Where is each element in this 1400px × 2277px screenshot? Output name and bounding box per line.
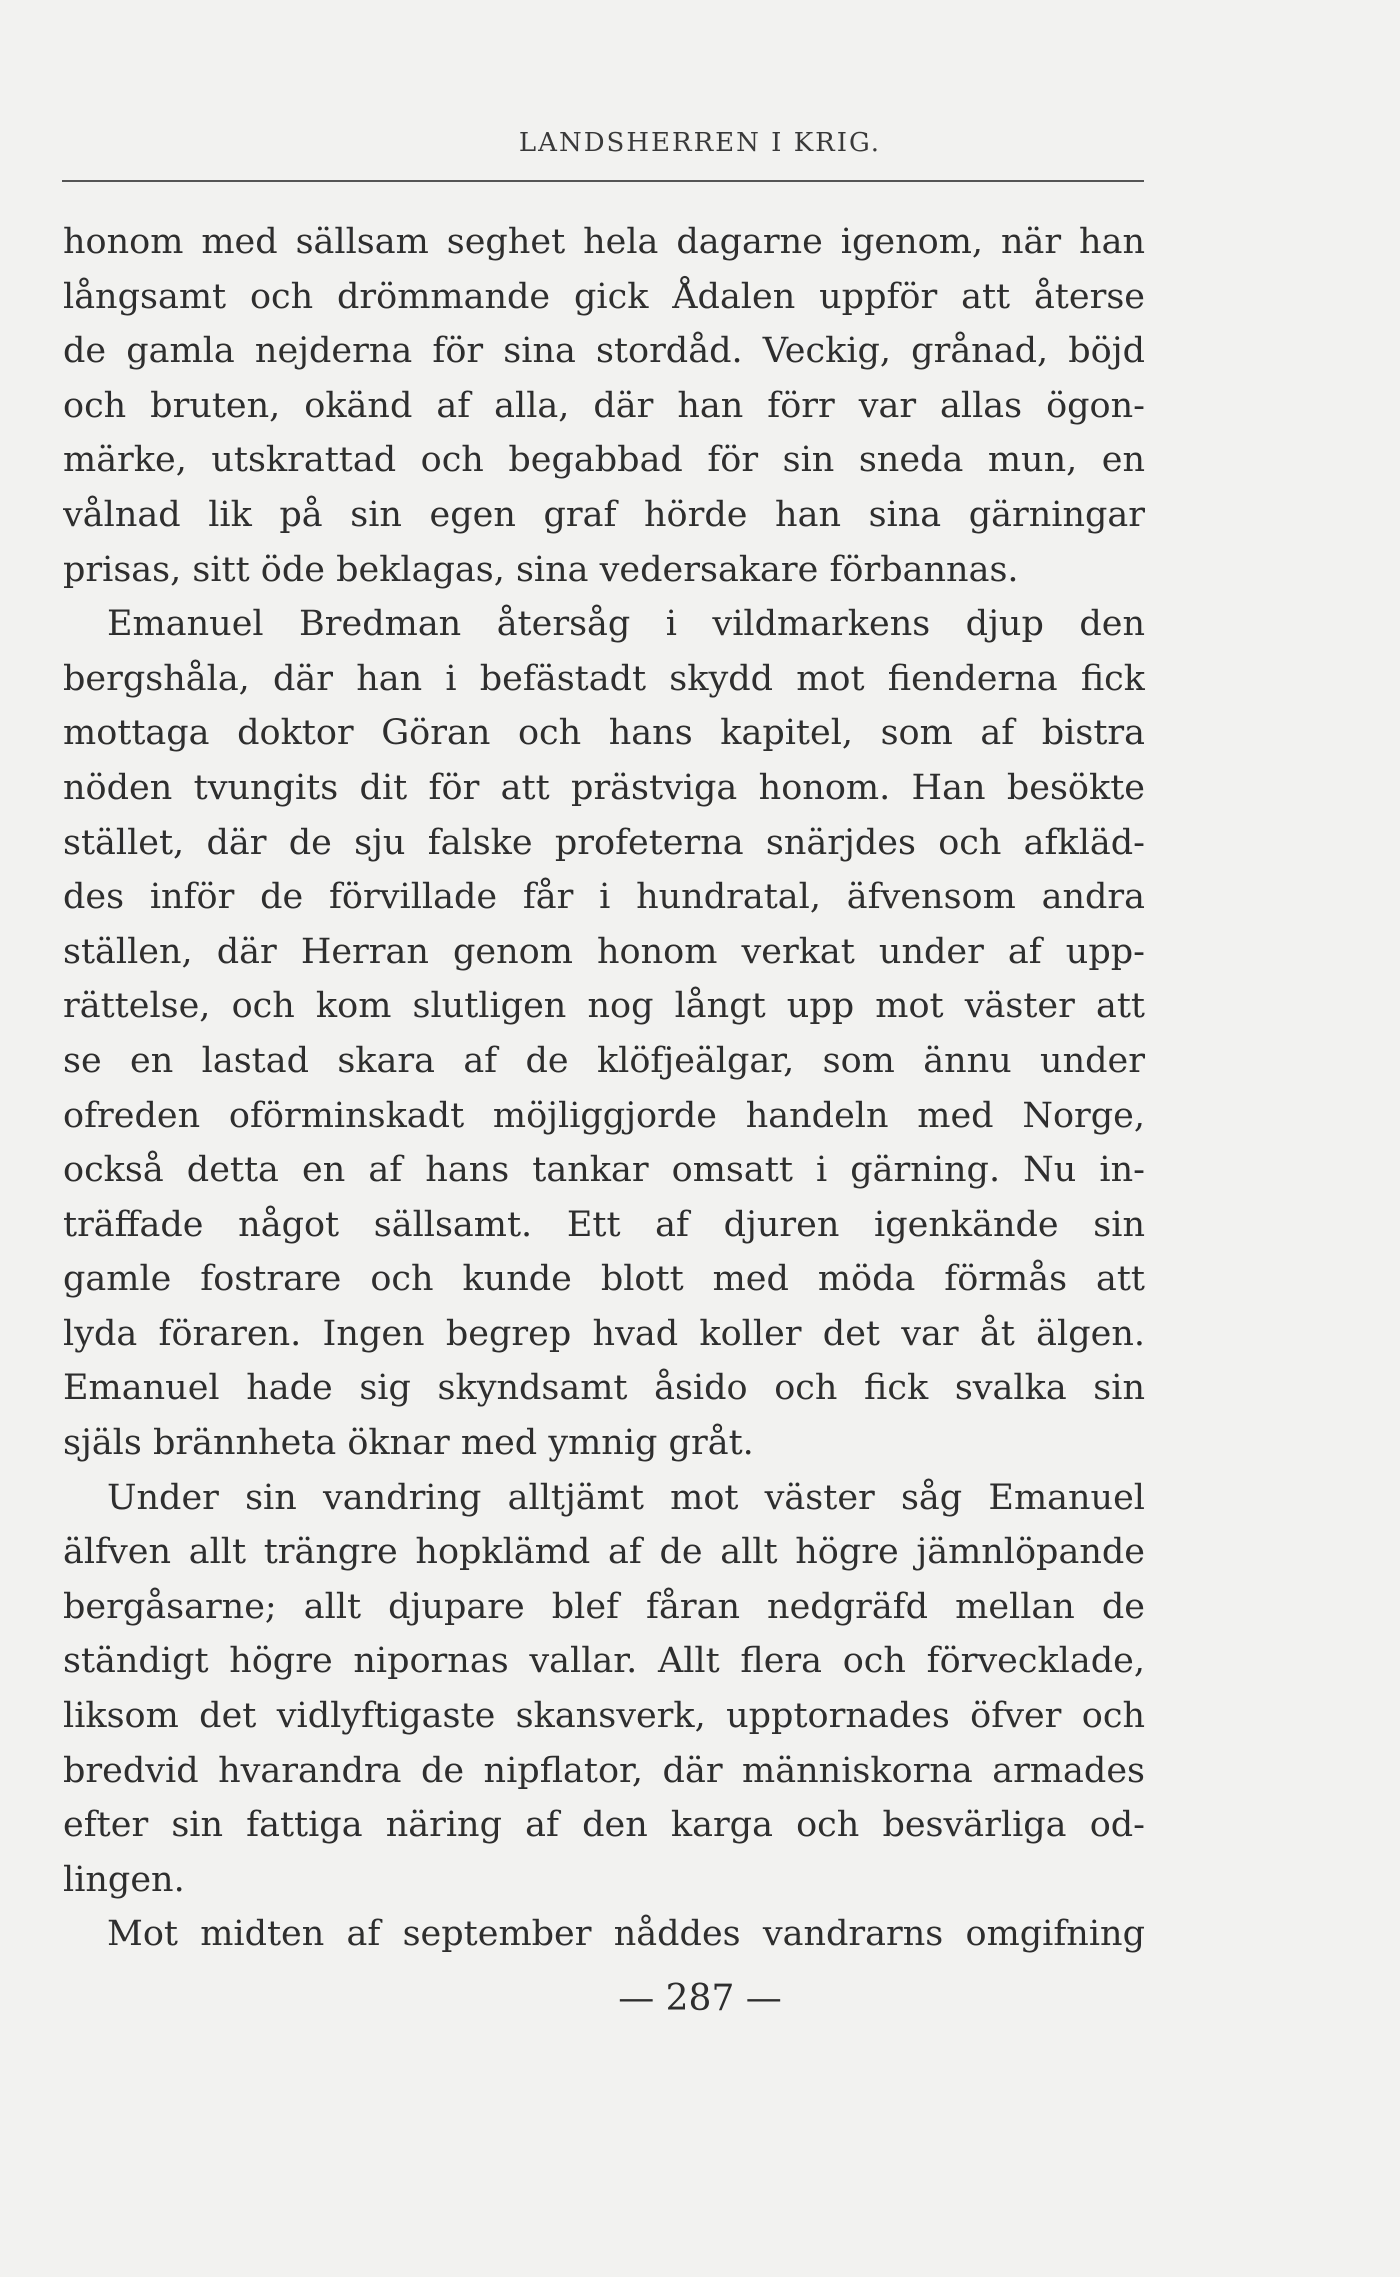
text-line: märke, utskrattad och begabbad för sin sneda mun, en — [63, 440, 1145, 481]
text-line: själs brännheta öknar med ymnig gråt. — [63, 1423, 754, 1464]
text-line: mottaga doktor Göran och hans kapitel, som af bistra — [63, 713, 1145, 754]
text-line: ställen, där Herran genom honom verkat under af upp- — [63, 931, 1145, 972]
page-number: — 287 — — [618, 1978, 782, 2019]
text-line: efter sin fattiga näring af den karga och besvärliga od- — [63, 1805, 1145, 1846]
text-line: vålnad lik på sin egen graf hörde han sina gärningar — [63, 494, 1145, 535]
text-line: bredvid hvarandra de nipflator, där människorna armades — [63, 1750, 1145, 1791]
text-line: gamle fostrare och kunde blott med möda förmås att — [63, 1259, 1145, 1300]
text-line: stället, där de sju falske profeterna snärjdes och afkläd- — [63, 822, 1145, 863]
text-line: liksom det vidlyftigaste skansverk, upptornades öfver och — [63, 1696, 1145, 1737]
text-line: lyda föraren. Ingen begrep hvad koller det var åt älgen. — [63, 1313, 1145, 1354]
text-line: Emanuel hade sig skyndsamt åsido och fick svalka sin — [63, 1368, 1145, 1409]
text-line: träffade något sällsamt. Ett af djuren igenkände sin — [63, 1204, 1145, 1245]
text-line: de gamla nejderna för sina stordåd. Veckig, grånad, böjd — [63, 331, 1145, 372]
text-line: ständigt högre nipornas vallar. Allt flera och förvecklade, — [63, 1641, 1145, 1682]
text-line: älfven allt trängre hopklämd af de allt högre jämnlöpande — [63, 1532, 1145, 1573]
body-text — [63, 215, 1145, 1962]
text-line: se en lastad skara af de klöfjeälgar, som ännu under — [63, 1040, 1145, 1081]
text-line: des inför de förvillade får i hundratal, äfvensom andra — [63, 877, 1145, 918]
text-line: bergåsarne; allt djupare blef fåran nedgräfd mellan de — [63, 1586, 1145, 1627]
text-line: och bruten, okänd af alla, där han förr var allas ögon- — [63, 385, 1145, 426]
text-line: honom med sällsam seghet hela dagarne igenom, när han — [63, 222, 1145, 262]
text-line: lingen. — [63, 1859, 185, 1900]
paragraph-start-line: Emanuel Bredman återsåg i vildmarkens djup den — [107, 604, 1145, 645]
text-line: prisas, sitt öde beklagas, sina vedersakare förbannas. — [63, 549, 1019, 590]
running-header: LANDSHERREN I KRIG. — [518, 128, 882, 158]
text-line: bergshåla, där han i befästadt skydd mot fienderna fick — [63, 658, 1145, 699]
text-line: nöden tvungits dit för att prästviga honom. Han besökte — [63, 767, 1145, 808]
paragraph-start-line: Mot midten af september nåddes vandrarns omgifning — [107, 1914, 1145, 1955]
header-rule — [62, 180, 1144, 182]
paragraph-start-line: Under sin vandring alltjämt mot väster såg Emanuel — [107, 1477, 1145, 1518]
text-line: långsamt och drömmande gick Ådalen uppför att återse — [63, 276, 1145, 317]
text-line: rättelse, och kom slutligen nog långt upp mot väster att — [63, 986, 1145, 1027]
text-line: också detta en af hans tankar omsatt i gärning. Nu in- — [63, 1150, 1145, 1191]
text-line: ofreden oförminskadt möjliggjorde handeln med Norge, — [63, 1095, 1145, 1136]
